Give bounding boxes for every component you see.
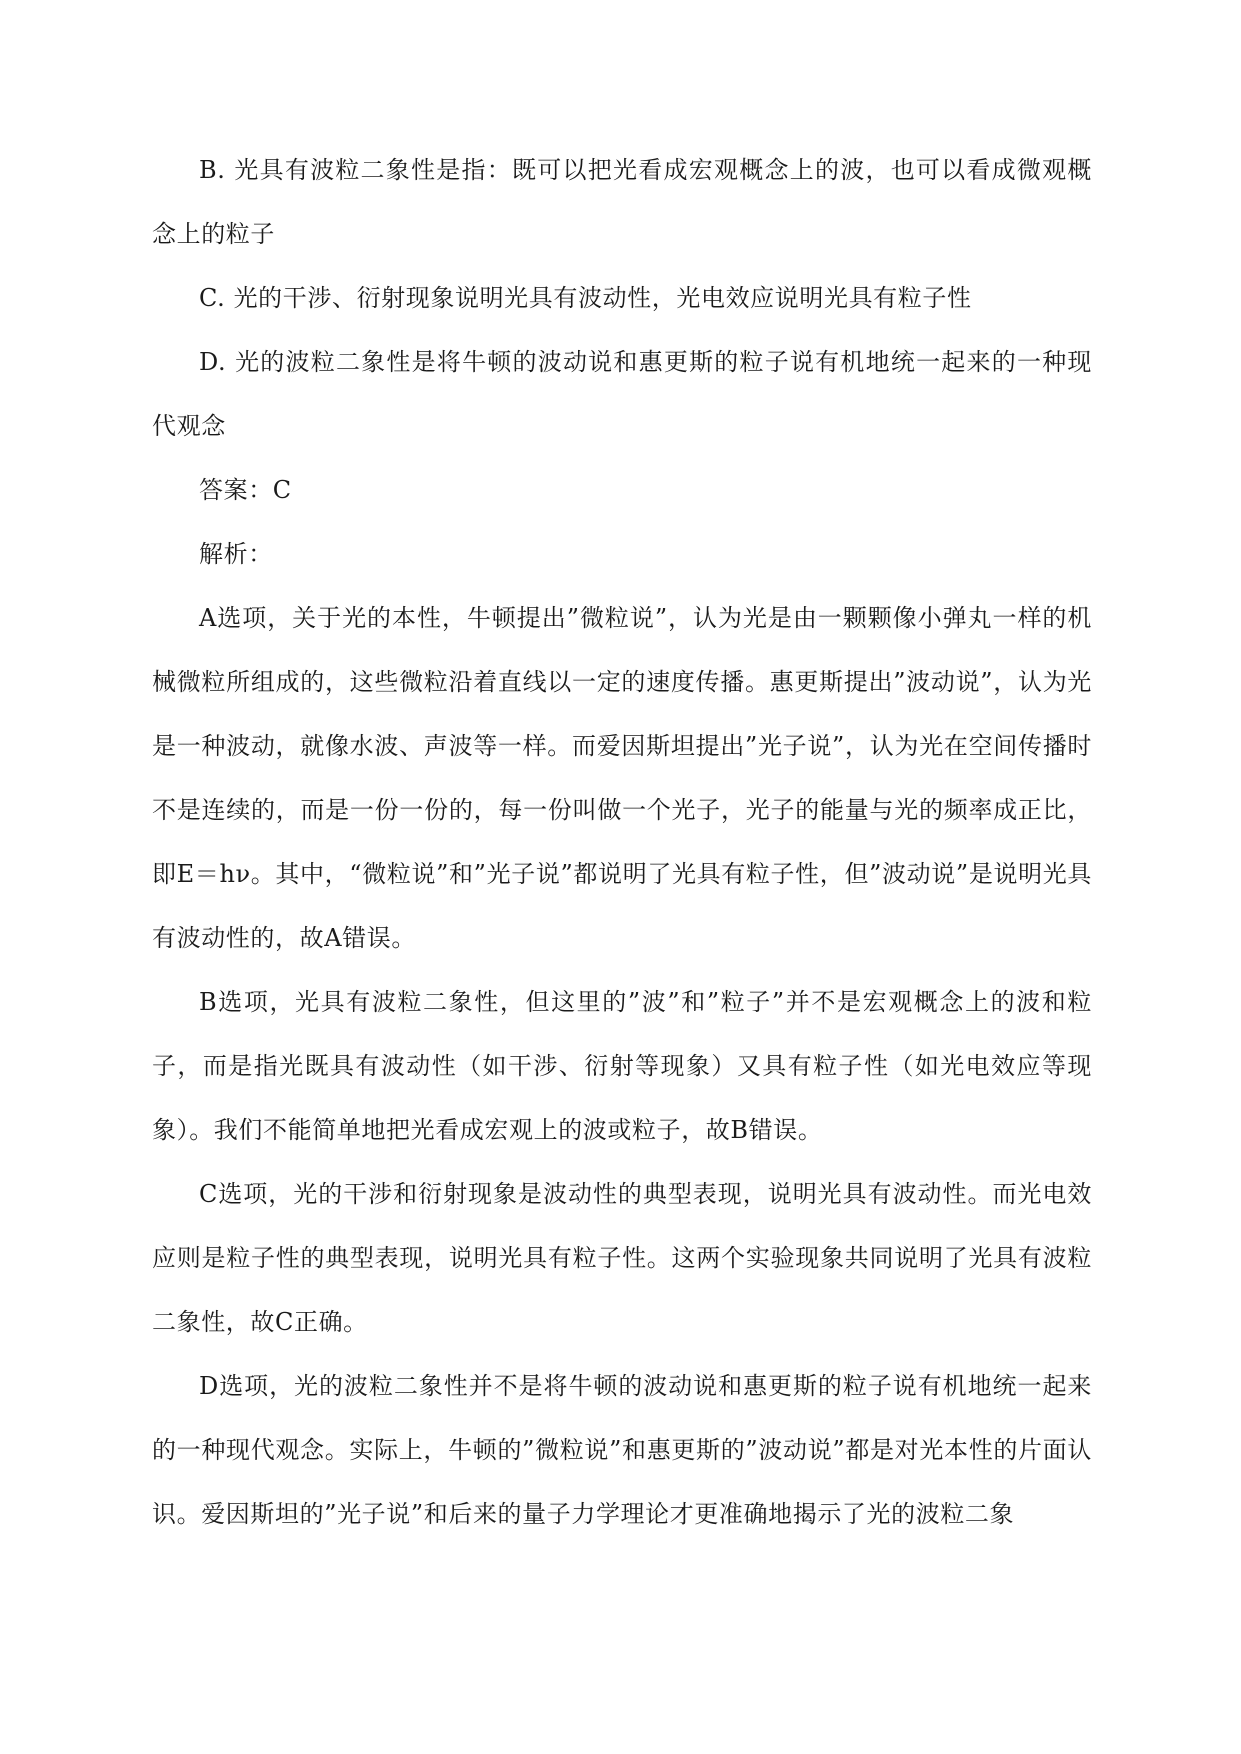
- document-body: [152, 138, 1092, 1546]
- option-c: C. 光的干涉、衍射现象说明光具有波动性，光电效应说明光具有粒子性: [199, 284, 972, 312]
- analysis-b: B选项，光具有波粒二象性，但这里的”波”和”粒子”并不是宏观概念上的波和粒子，而是指光既具有波动性（如干涉、衍射等现象）又具有粒子性（如光电效应等现象）。我们不能简单地把光看成宏观上的波或粒子，故B错误。: [152, 988, 1092, 1144]
- option-d: D. 光的波粒二象性是将牛顿的波动说和惠更斯的粒子说有机地统一起来的一种现代观念: [152, 348, 1092, 440]
- analysis-d: D选项，光的波粒二象性并不是将牛顿的波动说和惠更斯的粒子说有机地统一起来的一种现代观念。实际上，牛顿的”微粒说”和惠更斯的”波动说”都是对光本性的片面认识。爱因斯坦的”光子说”和后来的量子力学理论才更准确地揭示了光的波粒二象: [152, 1372, 1092, 1528]
- analysis-a: A选项，关于光的本性，牛顿提出”微粒说”，认为光是由一颗颗像小弹丸一样的机械微粒所组成的，这些微粒沿着直线以一定的速度传播。惠更斯提出”波动说”，认为光是一种波动，就像水波、声波等一样。而爱因斯坦提出”光子说”，认为光在空间传播时不是连续的，而是一份一份的，每一份叫做一个光子，光子的能量与光的频率成正比，即E＝hν。其中，“微粒说”和”光子说”都说明了光具有粒子性，但”波动说”是说明光具有波动性的，故A错误。: [152, 604, 1092, 952]
- answer-line: 答案：C: [199, 476, 292, 504]
- option-b: B. 光具有波粒二象性是指：既可以把光看成宏观概念上的波，也可以看成微观概念上的粒子: [152, 156, 1092, 248]
- analysis-heading: 解析：: [199, 540, 273, 568]
- analysis-c: C选项，光的干涉和衍射现象是波动性的典型表现，说明光具有波动性。而光电效应则是粒子性的典型表现，说明光具有粒子性。这两个实验现象共同说明了光具有波粒二象性，故C正确。: [152, 1180, 1092, 1336]
